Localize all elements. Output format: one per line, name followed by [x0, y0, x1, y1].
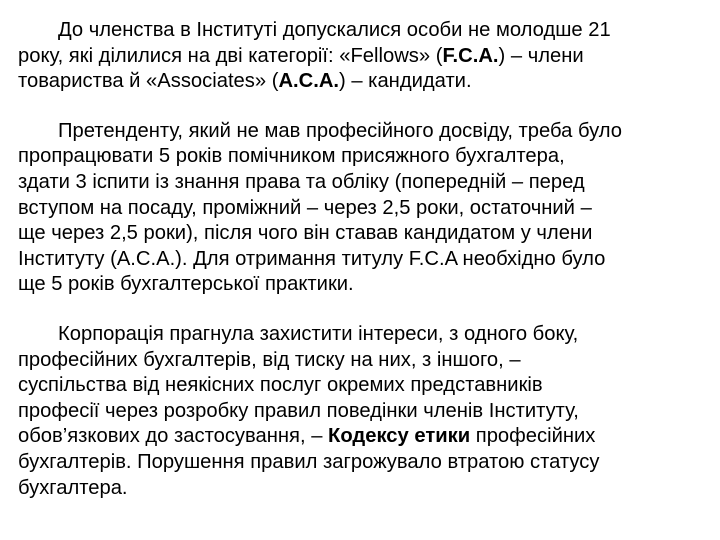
bold-term: Кодексу етики — [328, 425, 471, 448]
text-line — [18, 373, 708, 399]
paragraph-code-of-ethics — [18, 322, 708, 501]
text-segment: професійних — [470, 425, 596, 448]
text-line — [18, 450, 708, 476]
text-line — [18, 348, 708, 374]
text-segment: Претенденту, який не мав професійного досвіду, треба було — [58, 119, 622, 142]
text-line — [18, 18, 708, 44]
text-line — [18, 247, 708, 273]
paragraph-membership — [18, 18, 708, 95]
text-segment: Інституту (A.C.A.). Для отримання титулу F.C.A необхідно було — [18, 247, 606, 270]
text-line — [18, 399, 708, 425]
text-line — [18, 424, 708, 450]
text-segment: До членства в Інституті допускалися особи не молодше 21 — [58, 19, 611, 41]
document-page — [18, 18, 708, 501]
text-line — [18, 170, 708, 196]
text-segment: бухгалтера. — [18, 476, 128, 499]
text-segment: суспільства від неякісних послуг окремих представників — [18, 374, 543, 397]
text-segment: ще 5 років бухгалтерської практики. — [18, 273, 354, 296]
text-segment: пропрацювати 5 років помічником присяжного бухгалтера, — [18, 145, 565, 168]
text-segment: ) – кандидати. — [339, 70, 472, 93]
bold-term: F.C.A. — [442, 44, 499, 67]
text-line — [18, 272, 708, 298]
text-line — [18, 44, 708, 70]
text-segment: здати 3 іспити із знання права та обліку (попередній – перед — [18, 170, 585, 193]
paragraph-requirements — [18, 119, 708, 298]
text-segment: бухгалтерів. Порушення правил загрожувало втратою статусу — [18, 450, 600, 473]
text-segment: Корпорація прагнула захистити інтереси, з одного боку, — [58, 322, 579, 345]
text-segment: ) – члени — [498, 44, 584, 67]
text-line — [18, 221, 708, 247]
text-segment: року, які ділилися на дві категорії: «Fellows» ( — [18, 44, 443, 67]
text-line — [18, 322, 708, 348]
text-line — [18, 119, 708, 145]
text-segment: професійних бухгалтерів, від тиску на них, з іншого, – — [18, 348, 521, 371]
text-segment: ще через 2,5 роки), після чого він ставав кандидатом у члени — [18, 222, 593, 245]
text-line — [18, 196, 708, 222]
text-line — [18, 476, 708, 502]
text-segment: обов’язкових до застосування, – — [18, 425, 329, 448]
bold-term: A.C.A. — [278, 70, 339, 93]
text-segment: товариства й «Associates» ( — [18, 70, 279, 93]
text-line — [18, 144, 708, 170]
text-line — [18, 69, 708, 95]
text-segment: вступом на посаду, проміжний – через 2,5 роки, остаточний – — [18, 196, 592, 219]
text-segment: професії через розробку правил поведінки членів Інституту, — [18, 399, 579, 422]
